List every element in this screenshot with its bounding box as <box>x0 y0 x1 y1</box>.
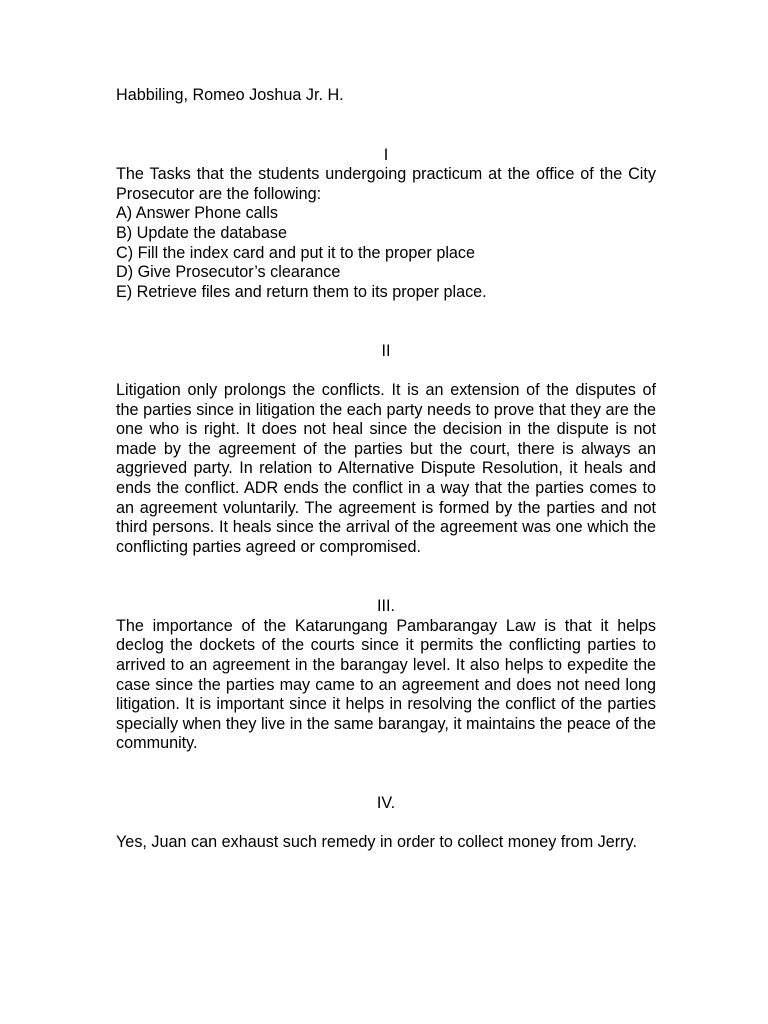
section-1-heading: I <box>383 145 389 164</box>
author-name: Habbiling, Romeo Joshua Jr. H. <box>116 86 344 104</box>
task-item-a: A) Answer Phone calls <box>116 204 278 223</box>
section-3-body: The importance of the Katarungang Pambarangay Law is that it helps declog the dockets of the courts since it permits the conflicting parties to arrived to an agreement in the barangay level. It also helps to expedite the case since the parties may came to an agreement and does not need long litigation. It is important since it helps in resolving the conflict of the parties specially when they live in the same barangay, it maintains the peace of the community. <box>116 616 656 753</box>
section-3-heading: III. <box>377 597 395 616</box>
section-3 <box>116 597 656 754</box>
section-2 <box>116 342 656 557</box>
task-item-d: D) Give Prosecutor’s clearance <box>116 263 341 282</box>
task-item-b: B) Update the database <box>116 223 287 242</box>
document-page <box>116 86 656 852</box>
section-1 <box>116 146 656 303</box>
section-1-intro: The Tasks that the students undergoing practicum at the office of the City Prosecutor are the following: <box>116 165 656 203</box>
task-item-e: E) Retrieve files and return them to its proper place. <box>116 282 487 301</box>
section-4 <box>116 794 656 852</box>
section-2-heading: II <box>381 342 391 361</box>
task-list <box>116 204 656 302</box>
section-4-body: Yes, Juan can exhaust such remedy in order to collect money from Jerry. <box>116 832 637 851</box>
section-4-heading: IV. <box>376 794 396 813</box>
section-2-body: Litigation only prolongs the conflicts. It is an extension of the disputes of the parties since in litigation the each party needs to prove that they are the one who is right. It does not heal since the decision in the dispute is not made by the agreement of the parties but the court, there is always an aggrieved party. In relation to Alternative Dispute Resolution, it heals and ends the conflict. ADR ends the conflict in a way that the parties comes to an agreement voluntarily. The agreement is formed by the parties and not third persons. It heals since the arrival of the agreement was one which the conflicting parties agreed or compromised. <box>116 380 656 556</box>
task-item-c: C) Fill the index card and put it to the proper place <box>116 243 476 262</box>
